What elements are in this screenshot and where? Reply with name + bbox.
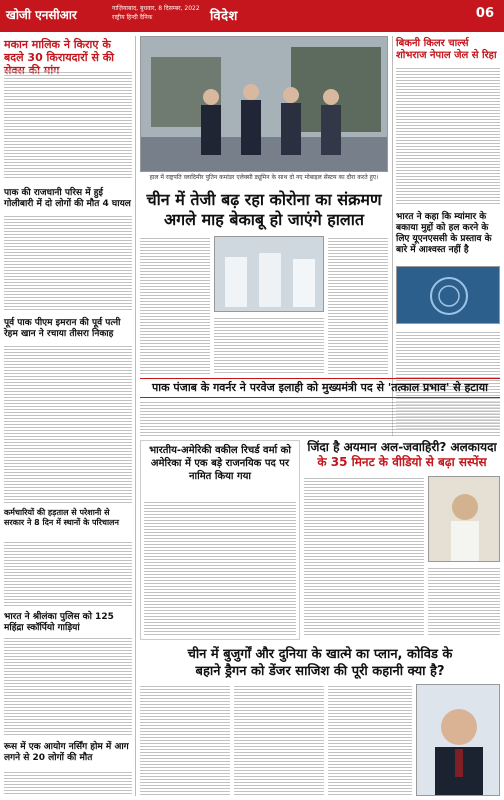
news-photo-putin (140, 36, 388, 172)
article-text (140, 236, 210, 374)
masthead-logo: खोजी एनसीआर (6, 8, 77, 22)
bottom-headline-line1: चीन में बुजुर्गों और दुनिया के खात्मे का प्लान, कोविड के (187, 647, 453, 662)
lead-headline (140, 190, 388, 230)
photo-xi-jinping (416, 684, 500, 796)
bottom-headline (140, 646, 500, 680)
masthead-date: गाज़ियाबाद, बुधवार, 8 दिसम्बर, 2022 (112, 5, 200, 12)
photo-caption: हाल में राष्ट्रपति व्लादिमीर पुतिन कमांडर एलेक्सी ड्यूमिन के साथ दो नए मोबाइल सेंस्टम का दौरा करते हुए। (149, 174, 379, 181)
headline-left-6: रूस में एक आयोग नर्सिंग होम में आग लगने से 20 लोगों की मौत (4, 742, 129, 763)
ribbon-headline: पाक पंजाब के गवर्नर ने परवेज इलाही को मुख्यमंत्री पद से 'तत्काल प्रभाव' से हटाया (140, 378, 500, 398)
article-text (328, 236, 388, 374)
article-text (328, 684, 412, 796)
page-number: 06 (475, 6, 494, 21)
article-text (140, 400, 500, 436)
bottom-headline-line2: बहाने ड्रैगन को डेंजर साजिश की पूरी कहानी क्या है? (195, 664, 445, 679)
article-text (396, 66, 500, 206)
headline-left-4: कर्मचारियों की हड़ताल से परेशानी से सरकार ने 8 दिन में स्थानों के परिचालन (4, 508, 119, 527)
section-title: विदेश (210, 9, 238, 24)
article-text (140, 684, 230, 796)
mid-right-headline (304, 440, 500, 470)
covid-photo (214, 236, 324, 312)
article-text (4, 344, 132, 504)
article-text (4, 636, 132, 736)
article-text (304, 476, 424, 636)
headline-right-1: बिकनी किलर चार्ल्स शोभराज नेपाल जेल से रिहा (396, 38, 497, 61)
un-photo (396, 266, 500, 324)
mid-right-headline-line1: जिंदा है अयमान अल-जवाहिरी? अलकायदा (307, 440, 497, 454)
masthead-meta (112, 4, 200, 22)
headline-left-3: पूर्व पाक पीएम इमरान की पूर्व पत्नी रेहम खान ने रचाया तीसरा निकाह (4, 318, 121, 339)
mid-left-headline: भारतीय-अमेरिकी वकील रिचर्ड वर्मा को अमेरिका में एक बड़े राजनयिक पद पर नामित किया गया (149, 445, 291, 482)
masthead-tagline: राष्ट्रीय हिन्दी दैनिक (112, 14, 153, 21)
photo-zawahiri (428, 476, 500, 562)
headline-right-2: भारत ने कहा कि म्यांमार के बकाया मुद्दों को हल करने के लिए यूएनएससी के प्रस्ताव के बारे में आश्वस्त नहीं है (396, 212, 492, 255)
lead-headline-line2: अगले माह बेकाबू हो जाएंगे हालात (163, 210, 365, 229)
article-text (4, 214, 132, 312)
headline-left-2: पाक की राजधानी परिस में हुई गोलीबारी में दो लोगों की मौत 4 घायल (4, 188, 131, 209)
masthead (0, 0, 504, 32)
article-text (144, 500, 296, 636)
headline-left-5: भारत ने श्रीलंका पुलिस को 125 महिंद्रा स्कॉर्पियो गाड़ियां (4, 612, 114, 633)
article-text (214, 316, 324, 374)
mid-right-headline-line2: के 35 मिनट के वीडियो से बढ़ा सस्पेंस (317, 455, 487, 469)
headline-left-1: मकान मालिक ने किराए के बदले 30 किरायदारों से की सेक्स की मांग (4, 38, 115, 77)
article-text (4, 540, 132, 608)
article-text (4, 70, 132, 180)
article-text (234, 684, 324, 796)
article-text (428, 566, 500, 636)
article-text (4, 770, 132, 796)
lead-headline-line1: चीन में तेजी बढ़ रहा कोरोना का संक्रमण (146, 190, 382, 209)
